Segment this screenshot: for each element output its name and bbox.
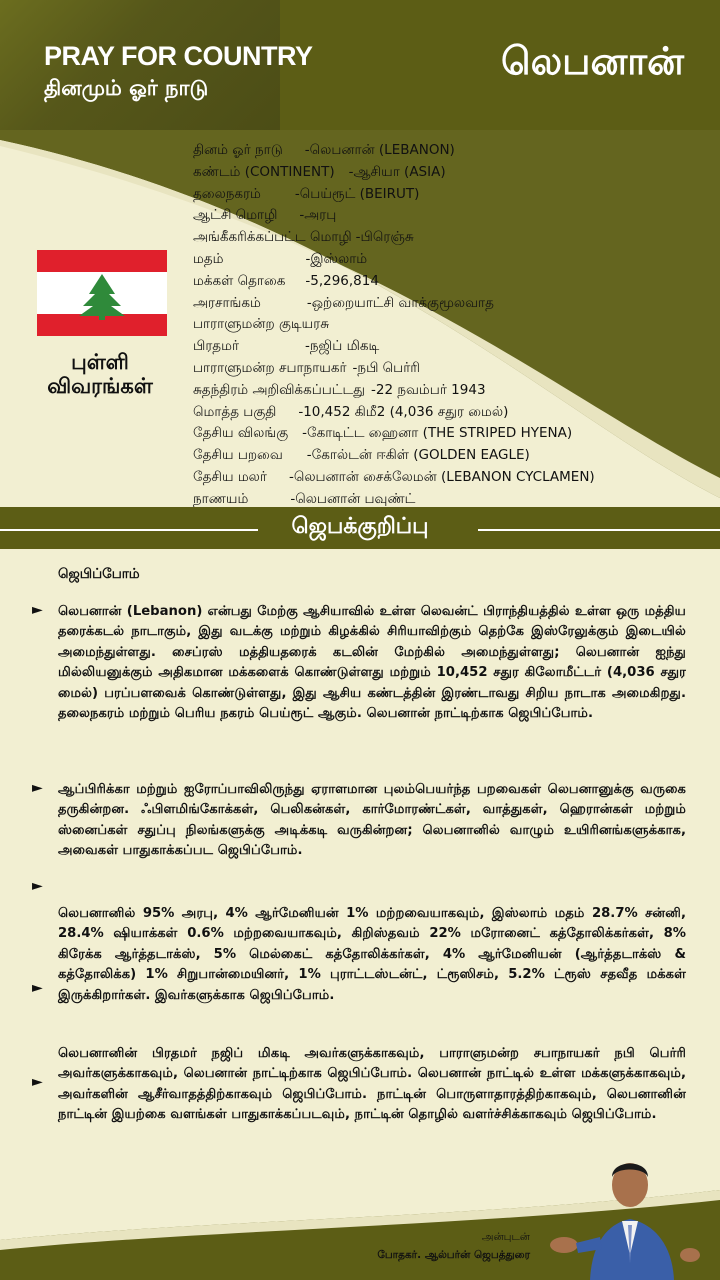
- facts-list: [193, 140, 713, 511]
- pastor-portrait: [540, 1145, 720, 1280]
- lebanon-flag: [37, 250, 167, 336]
- fact-label: சுதந்திரம் அறிவிக்கப்பட்டது: [193, 381, 365, 398]
- fact-row: [193, 380, 713, 402]
- fact-value: -ஆசியா (ASIA): [348, 163, 446, 180]
- fact-row: [193, 271, 713, 293]
- fact-row: [193, 336, 713, 358]
- prayer-paragraph: லெபனானின் பிரதமர் நஜிப் மிகடி அவர்களுக்காகவும், பாராளுமன்ற சபாநாயகர் நபி பெர்ரி அவர்களுக்காகவும், லெபனான் நாட்டிற்காக ஜெபிப்போம். லெபனான் நாட்டில் உள்ள மக்களுக்காகவும், அவர்களின் ஆசீர்வாதத்திற்காகவும் ஜெபிப்போம். நாட்டின் பொருளாதாரத்திற்காகவும், லெபனானின் நாட்டின் இயற்கை வளங்கள் பாதுகாக்கப்படவும், நாட்டின் தொழில் வளர்ச்சிக்காகவும் ஜெபிப்போம்.: [58, 1046, 686, 1123]
- bullet-arrow-icon: ►: [32, 878, 43, 894]
- fact-label: தினம் ஓர் நாடு: [193, 142, 283, 158]
- prayer-heading: ஜெபக்குறிப்பு: [291, 514, 429, 539]
- fact-label: பாராளுமன்ற குடியரசு: [193, 316, 329, 333]
- fact-label: தேசிய பறவை: [193, 447, 283, 464]
- fact-value: -கோல்டன் ஈகிள் (GOLDEN EAGLE): [306, 447, 530, 464]
- signature-greeting: அன்புடன்: [481, 1231, 530, 1243]
- prayer-heading-bar: [0, 507, 720, 549]
- fact-value: -லெபனான் பவுண்ட்: [290, 490, 416, 507]
- fact-label: பாராளுமன்ற சபாநாயகர்: [193, 359, 347, 376]
- divider-right: [478, 529, 720, 531]
- fact-value: -22 நவம்பர் 1943: [371, 381, 486, 398]
- facts-heading: [30, 350, 170, 398]
- fact-value: -நபி பெர்ரி: [352, 359, 420, 376]
- fact-label: மதம்: [193, 250, 224, 267]
- fact-row: [193, 249, 713, 271]
- prayer-paragraph: லெபனான் (Lebanon) என்பது மேற்கு ஆசியாவில் உள்ள லெவன்ட் பிராந்தியத்தில் உள்ள ஒரு மத்திய தரைக்கடல் நாடாகும், இது வடக்கு மற்றும் கிழக்கில் சிரியாவிற்கும் தெற்கே இஸ்ரேலுக்கும் இடையில் அமைந்துள்ளது. சைப்ரஸ் மத்தியதரைக் கடலின் மேற்கில் அமைந்துள்ளது; லெபனான் ஐந்து மில்லியனுக்கும் அதிகமான மக்களைக் கொண்டுள்ளது மற்றும் 10,452 சதுர கிலோமீட்டர் (4,036 சதுர மைல்) பரப்பளவைக் கொண்டுள்ளது, இது ஆசிய கண்டத்தின் இரண்டாவது சிறிய நாடாக அமைகிறது. தலைநகரம் மற்றும் பெரிய நகரம் பெய்ரூட் ஆகும். லெபனான் நாட்டிற்காக ஜெபிப்போம்.: [58, 604, 686, 722]
- fact-label: தேசிய விலங்கு: [193, 425, 289, 442]
- bullet-arrow-icon: ►: [32, 602, 43, 618]
- fact-label: தலைநகரம்: [193, 185, 261, 202]
- fact-row: [193, 402, 713, 424]
- brand-subtitle: தினமும் ஓர் நாடு: [44, 76, 209, 100]
- fact-label: அரசாங்கம்: [193, 294, 261, 311]
- bullet-arrow-icon: ►: [32, 1074, 43, 1090]
- fact-row: [193, 162, 713, 184]
- header-banner: [0, 0, 720, 130]
- fact-value: -பிரெஞ்சு: [355, 229, 414, 246]
- fact-row: [193, 205, 713, 227]
- fact-label: அங்கீகரிக்கப்பட்ட மொழி: [193, 229, 352, 246]
- prayer-paragraph: லெபனானில் 95% அரபு, 4% ஆர்மேனியன் 1% மற்றவையாகவும், இஸ்லாம் மதம் 28.7% சன்னி, 28.4% ஷியாக்கள் 0.6% மற்றவையாகவும், கிறிஸ்தவம் 22% மரோனைட் கத்தோலிக்கர்கள், 8% கிரேக்க ஆர்த்தடாக்ஸ், 5% மெல்கைட் கத்தோலிக்கர்கள், 4% ஆர்மேனியன் (ஆர்த்தடாக்ஸ் & கத்தோலிக்க) 1% சிறுபான்மையினர், 1% புராட்டஸ்டன்ட், ட்ரூஸிசம், 5.2% ட்ரூஸ் சதவீத மக்கள் இருக்கிறார்கள். இவர்களுக்காக ஜெபிப்போம்.: [58, 906, 686, 1003]
- fact-row: [193, 227, 713, 249]
- fact-value: -லெபனான் சைக்லேமன் (LEBANON CYCLAMEN): [288, 468, 595, 485]
- fact-label: தேசிய மலர்: [193, 468, 267, 485]
- fact-label: மொத்த பகுதி: [193, 403, 277, 420]
- fact-value: -அரபு: [299, 207, 337, 224]
- fact-label: பிரதமர்: [193, 338, 239, 355]
- fact-row: [193, 293, 713, 315]
- bullet-arrow-icon: ►: [32, 780, 43, 796]
- bullet-arrow-icon: ►: [32, 980, 43, 996]
- facts-heading-line1: புள்ளி: [71, 350, 129, 374]
- fact-label: கண்டம் (CONTINENT): [193, 163, 335, 180]
- fact-value: -பெய்ரூட் (BEIRUT): [294, 185, 420, 202]
- fact-row: [193, 140, 713, 162]
- fact-value: -இஸ்லாம்: [305, 250, 368, 267]
- prayer-paragraph: ஆப்பிரிக்கா மற்றும் ஐரோப்பாவிலிருந்து ஏராளமான புலம்பெயர்ந்த பறவைகள் லெபனானுக்கு வருகை தருகின்றன. ஃபிளமிங்கோக்கள், பெலிகன்கள், கார்மோரண்ட்கள், வாத்துகள், ஹெரான்கள் மற்றும் ஸ்னைப்கள் சதுப்பு நிலங்களுக்கு அடிக்கடி வருகின்றன; லெபனானில் வாழும் உயிரினங்களுக்காக, அவைகள் பாதுகாக்கப்பட ஜெபிப்போம்.: [58, 782, 686, 859]
- fact-value: -நஜிப் மிகடி: [305, 338, 380, 355]
- facts-heading-line2: விவரங்கள்: [47, 374, 153, 398]
- country-title: லெபனான்: [501, 39, 684, 83]
- signature: [320, 1228, 530, 1264]
- fact-row: [193, 467, 713, 489]
- fact-value: -10,452 கிமீ2 (4,036 சதுர மைல்): [298, 403, 509, 420]
- signature-name: போதகர். ஆல்பர்ன் ஜெபத்துரை: [377, 1249, 530, 1261]
- fact-row: [193, 184, 713, 206]
- fact-row: [193, 358, 713, 380]
- fact-row: [193, 445, 713, 467]
- fact-value: -ஒற்றையாட்சி வாக்குமூலவாத: [306, 294, 494, 311]
- fact-row: [193, 314, 713, 336]
- brand-title: PRAY FOR COUNTRY: [44, 41, 313, 71]
- fact-value: -லெபனான் (LEBANON): [304, 142, 455, 158]
- fact-value: -5,296,814: [305, 272, 379, 289]
- fact-value: -கோடிட்ட ஹைனா (THE STRIPED HYENA): [302, 425, 573, 442]
- cedar-icon: [37, 250, 167, 336]
- fact-label: மக்கள் தொகை: [193, 272, 286, 289]
- fact-label: நாணயம்: [193, 490, 249, 507]
- fact-row: [193, 423, 713, 445]
- prayer-intro: ஜெபிப்போம்: [58, 566, 140, 582]
- fact-label: ஆட்சி மொழி: [193, 207, 278, 224]
